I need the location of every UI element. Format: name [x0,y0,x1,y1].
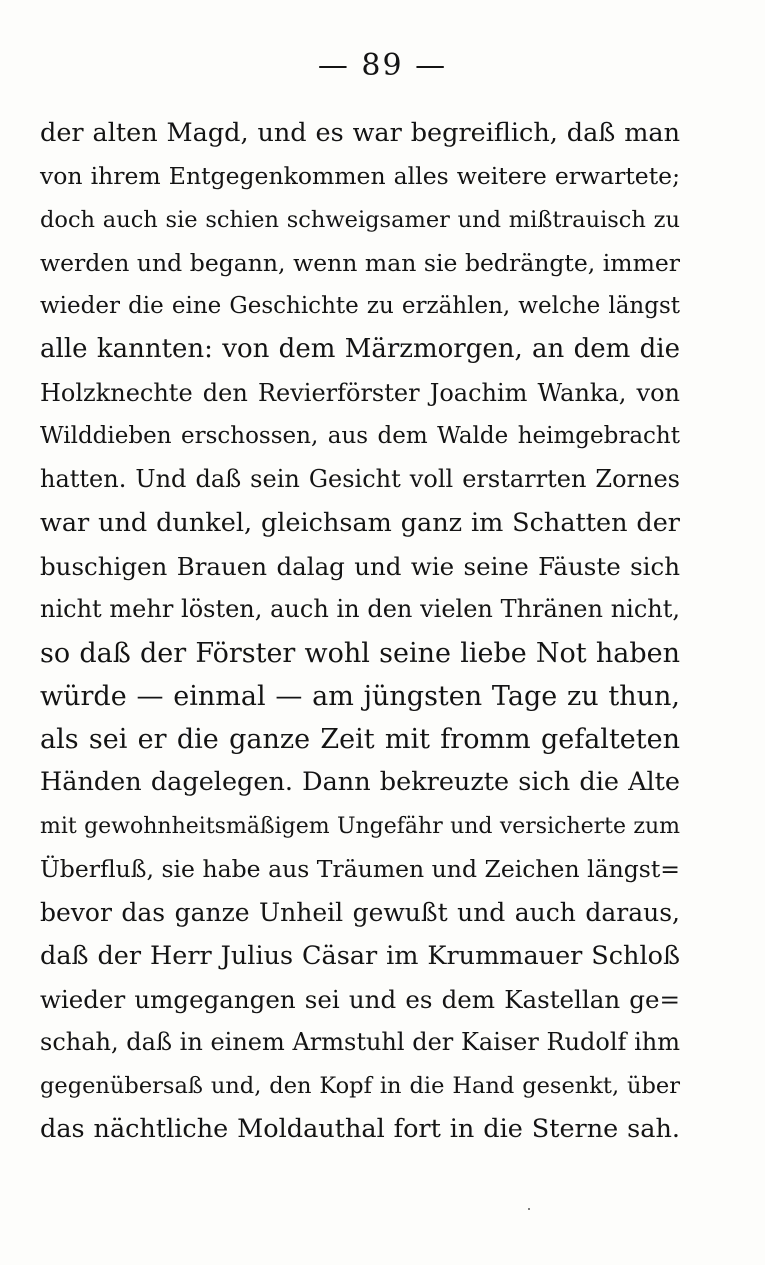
text-line: bevor das ganze Unheil gewußt und auch daraus, [40,898,680,928]
text-line: werden und begann, wenn man sie bedrängte, immer [40,248,680,277]
text-line: das nächtliche Moldauthal fort in die Sterne sah. [40,1113,680,1144]
text-line: mit gewohnheitsmäßigem Ungefähr und versicherte zum [40,813,680,839]
text-line: alle kannten: von dem Märzmorgen, an dem die [40,334,680,365]
text-line: wieder umgegangen sei und es dem Kastellan ge= [40,984,680,1014]
text-line: daß der Herr Julius Cäsar im Krummauer Schloß [40,940,680,971]
print-speck [528,1208,530,1210]
text-line: Holzknechte den Revierförster Joachim Wanka, von [40,378,680,407]
text-line: würde — einmal — am jüngsten Tage zu thun, [40,680,680,712]
text-line: Händen dagelegen. Dann bekreuzte sich die Alte [40,767,680,798]
text-line: schah, daß in einem Armstuhl der Kaiser Rudolf ihm [40,1028,680,1057]
text-line: Überfluß, sie habe aus Träumen und Zeichen längst= [40,855,680,884]
page-number: — 89 — [317,48,448,83]
text-line: der alten Magd, und es war begreiflich, daß man [40,118,680,148]
text-line: war und dunkel, gleichsam ganz im Schatten der [40,507,680,538]
text-line: Wilddieben erschossen, aus dem Walde heimgebracht [40,423,680,450]
text-line: hatten. Und daß sein Gesicht voll erstarrten Zornes [40,465,680,494]
text-line: doch auch sie schien schweigsamer und mißtrauisch zu [40,206,680,233]
text-line: buschigen Brauen dalag und wie seine Fäuste sich [40,551,680,581]
text-line: wieder die eine Geschichte zu erzählen, welche längst [40,293,680,320]
text-line: so daß der Förster wohl seine liebe Not haben [40,637,680,669]
text-line: nicht mehr lösten, auch in den vielen Thränen nicht, [40,595,680,624]
body-text [40,112,680,1151]
text-line: von ihrem Entgegenkommen alles weitere erwartete; [40,162,680,191]
text-line: gegenübersaß und, den Kopf in die Hand gesenkt, über [40,1072,680,1099]
text-line: als sei er die ganze Zeit mit fromm gefalteten [40,724,680,756]
